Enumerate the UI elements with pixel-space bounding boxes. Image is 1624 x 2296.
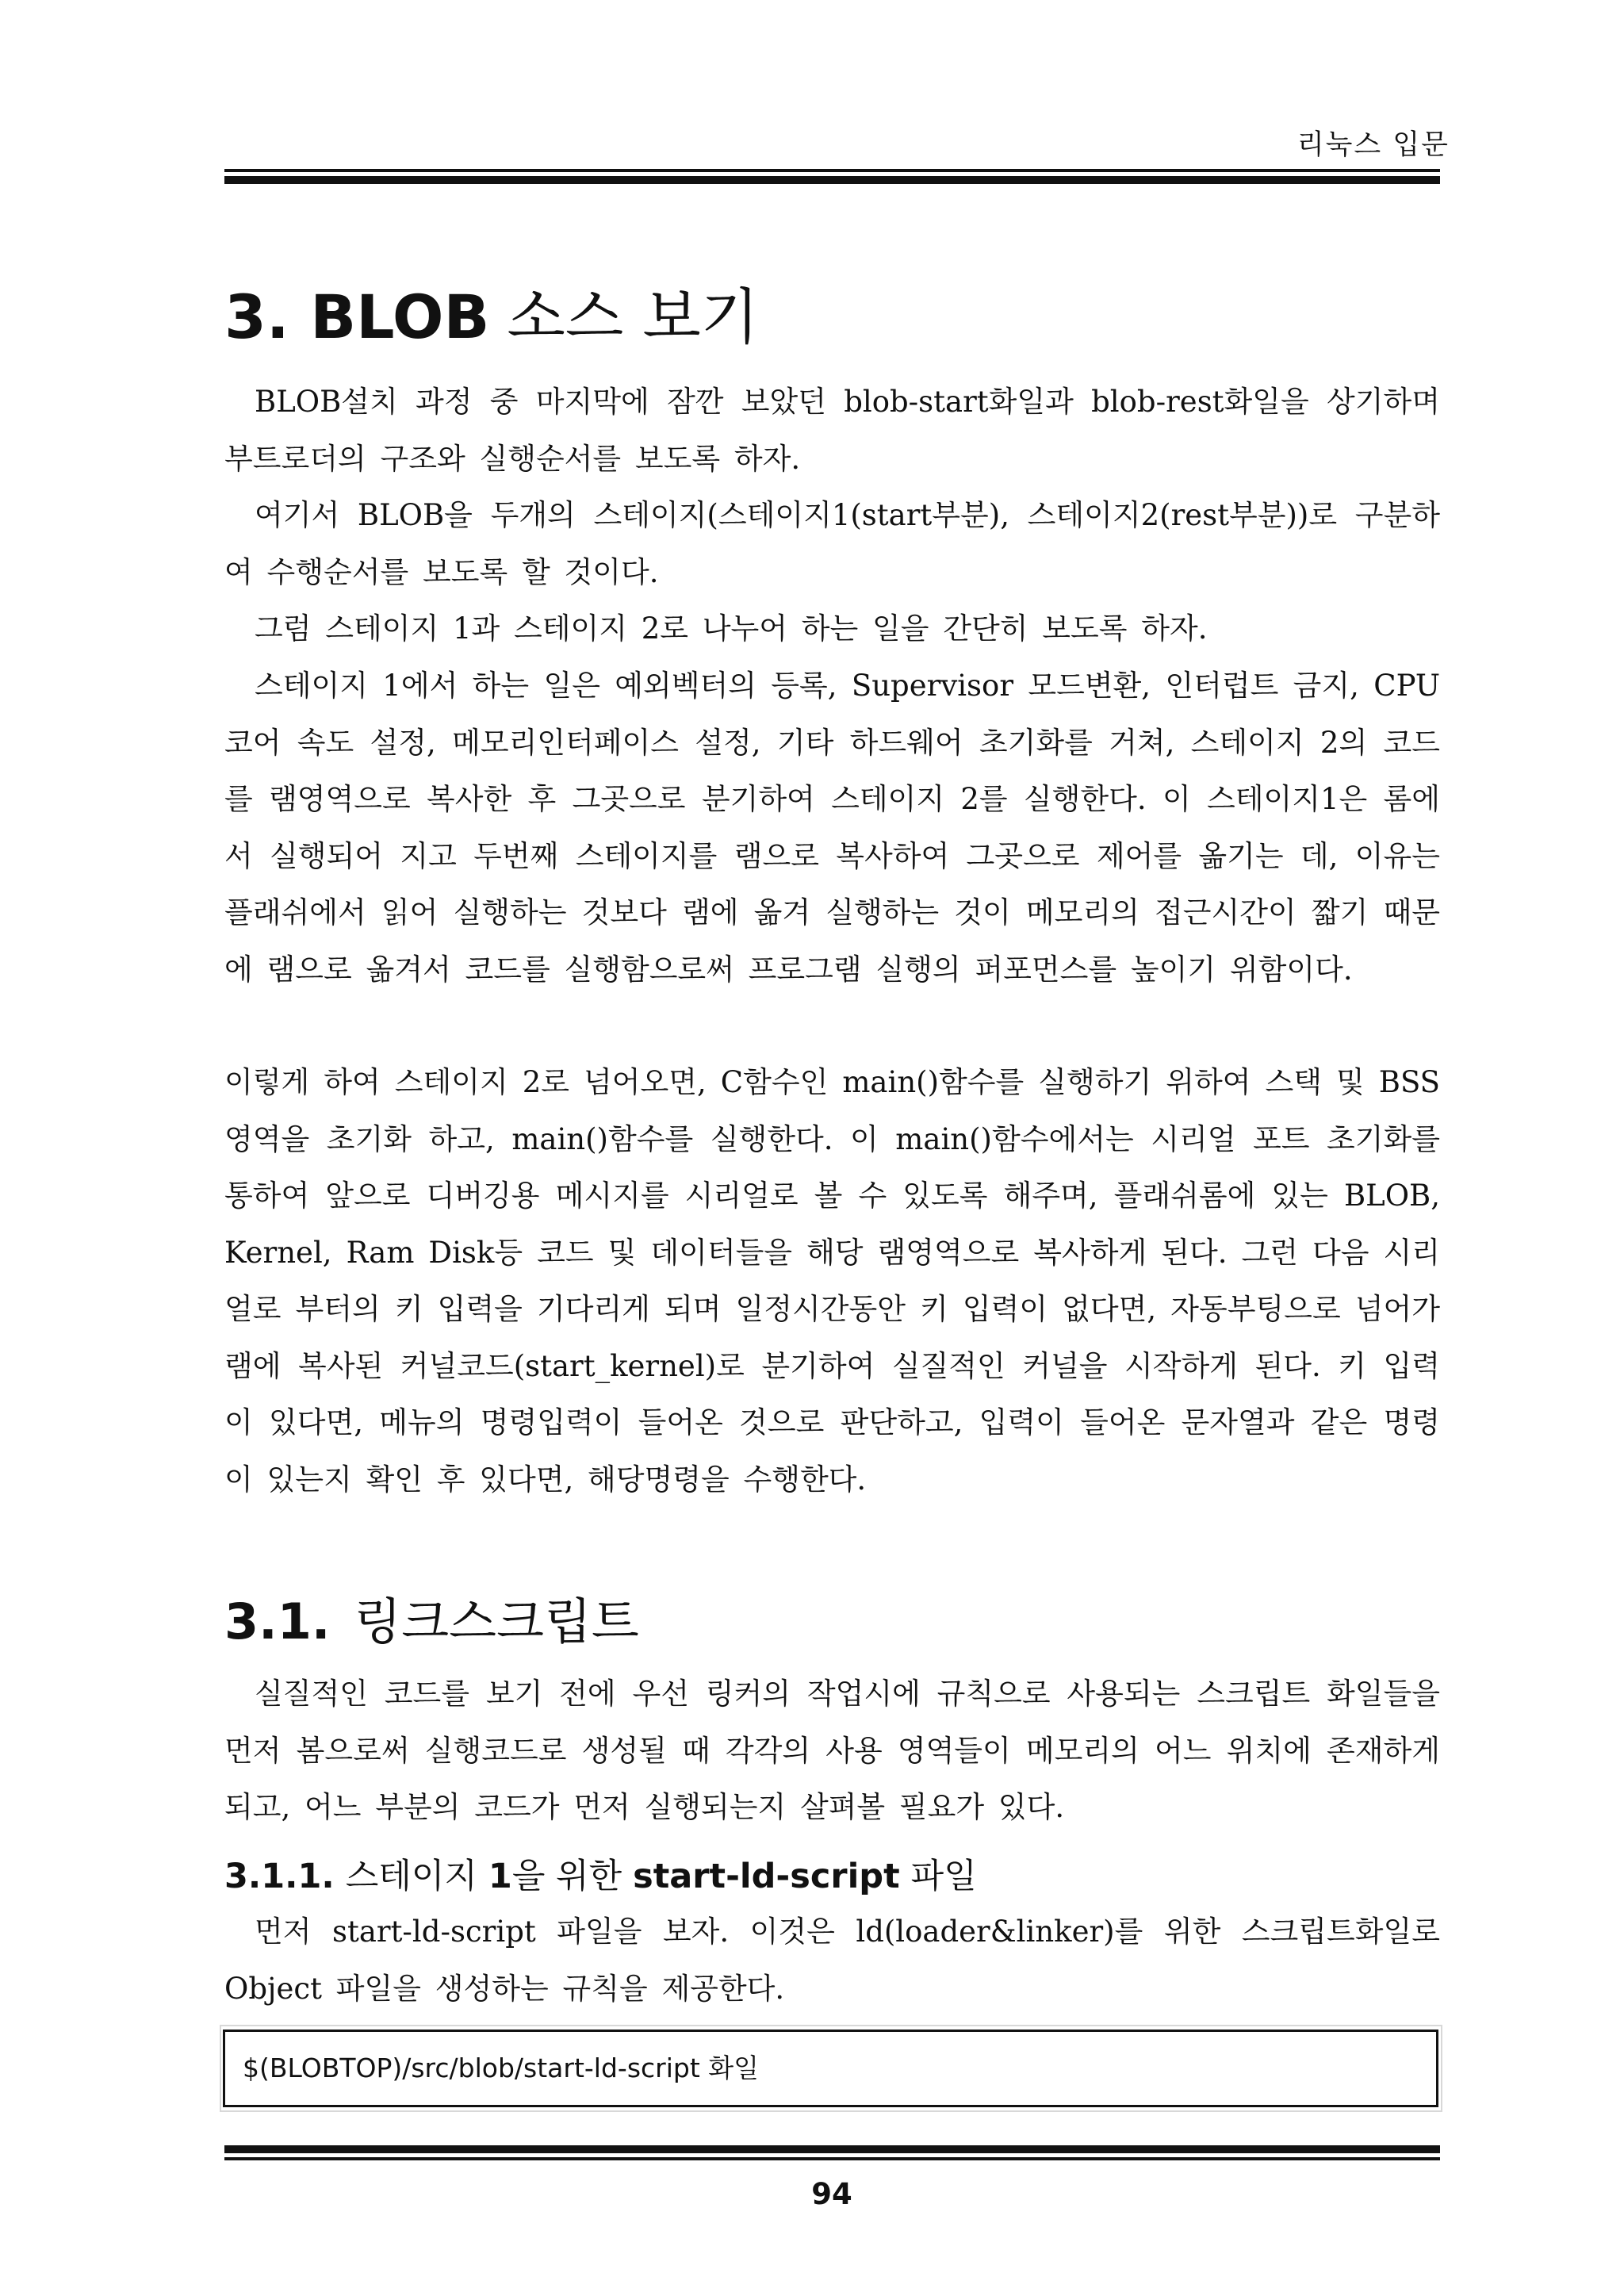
code-box-caption: $(BLOBTOP)/src/blob/start-ld-script 화일 (243, 2053, 760, 2083)
paragraph-4: 스테이지 1에서 하는 일은 예외벡터의 등록, Supervisor 모드변환, 인터럽트 금지, CPU 코어 속도 설정, 메모리인터페이스 설정, 기타 하드웨어 초기화를 거쳐, 스테이지 2의 코드를 램영역으로 복사한 후 그곳으로 분기하여 스테이지 2를 실행한다. 이 스테이지1은 롬에서 실행되어 지고 두번째 스테이지를 램으로 복사하여 그곳으로 제어를 옮기는 데, 이유는 플래쉬에서 읽어 실행하는 것보다 램에 옮겨 실행하는 것이 메모리의 접근시간이 짧기 때문에 램으로 옮겨서 코드를 실행함으로써 프로그램 실행의 퍼포먼스를 높이기 위함이다. (224, 669, 1440, 987)
subsection-title-post: 파일 (910, 1857, 977, 1896)
chapter-number: 3. BLOB (224, 282, 490, 352)
subsection-paragraph: 먼저 start-ld-script 파일을 보자. 이것은 ld(loader&linker)를 위한 스크립트화일로 Object 파일을 생성하는 규칙을 제공한다. (224, 1915, 1440, 2006)
page-number: 94 (811, 2177, 852, 2211)
section-paragraph: 실질적인 코드를 보기 전에 우선 링커의 작업시에 규칙으로 사용되는 스크립트 화일들을 먼저 봄으로써 실행코드로 생성될 때 각각의 사용 영역들이 메모리의 어느 위치에 존재하게 되고, 어느 부분의 코드가 먼저 실행되는지 살펴볼 필요가 있다. (224, 1677, 1440, 1824)
header-rule-thick (224, 176, 1440, 184)
paragraph-5: 이렇게 하여 스테이지 2로 넘어오면, C함수인 main()함수를 실행하기 위하여 스택 및 BSS 영역을 초기화 하고, main()함수를 실행한다. 이 main()함수에서는 시리얼 포트 초기화를 통하여 앞으로 디버깅용 메시지를 시리얼로 볼 수 있도록 해주며, 플래쉬롬에 있는 BLOB, Kernel, Ram Disk등 코드 및 데이터들을 해당 램영역으로 복사하게 된다. 그런 다음 시리얼로 부터의 키 입력을 기다리게 되며 일정시간동안 키 입력이 없다면, 자동부팅으로 넘어가 램에 복사된 커널코드(start_kernel)로 분기하여 실질적인 커널을 시작하게 된다. 키 입력이 있다면, 메뉴의 명령입력이 들어온 것으로 판단하고, 입력이 들어온 문자열과 같은 명령이 있는지 확인 후 있다면, 해당명령을 수행한다. (224, 1065, 1440, 1497)
header-rule-thin (224, 169, 1440, 172)
subsection-title-mid: 을 위한 (511, 1857, 622, 1896)
code-box (223, 2030, 1438, 2107)
section-number: 3.1. (224, 1593, 331, 1650)
footer-rule-thin (224, 2157, 1440, 2160)
subsection-title-code: start-ld-script (633, 1857, 900, 1896)
section-heading (224, 1590, 639, 1654)
section-title: 링크스크립트 (354, 1593, 639, 1650)
subsection-heading (224, 1853, 977, 1900)
subsection-number: 3.1.1. (224, 1857, 335, 1896)
subsection-title-pre: 스테이지 (345, 1857, 477, 1896)
running-header: 리눅스 입문 (1297, 129, 1450, 161)
chapter-heading (224, 282, 759, 353)
footer-rule-thick (224, 2145, 1440, 2153)
paragraph-3: 그럼 스테이지 1과 스테이지 2로 나누어 하는 일을 간단히 보도록 하자. (255, 611, 1208, 646)
paragraph-1: BLOB설치 과정 중 마지막에 잠깐 보았던 blob-start화일과 blob-rest화일을 상기하며 부트로더의 구조와 실행순서를 보도록 하자. (224, 385, 1440, 476)
paragraph-2: 여기서 BLOB을 두개의 스테이지(스테이지1(start부분), 스테이지2(rest부분))로 구분하여 수행순서를 보도록 할 것이다. (224, 498, 1440, 589)
subsection-title-num: 1 (488, 1857, 512, 1896)
chapter-title: 소스 보기 (507, 282, 760, 352)
